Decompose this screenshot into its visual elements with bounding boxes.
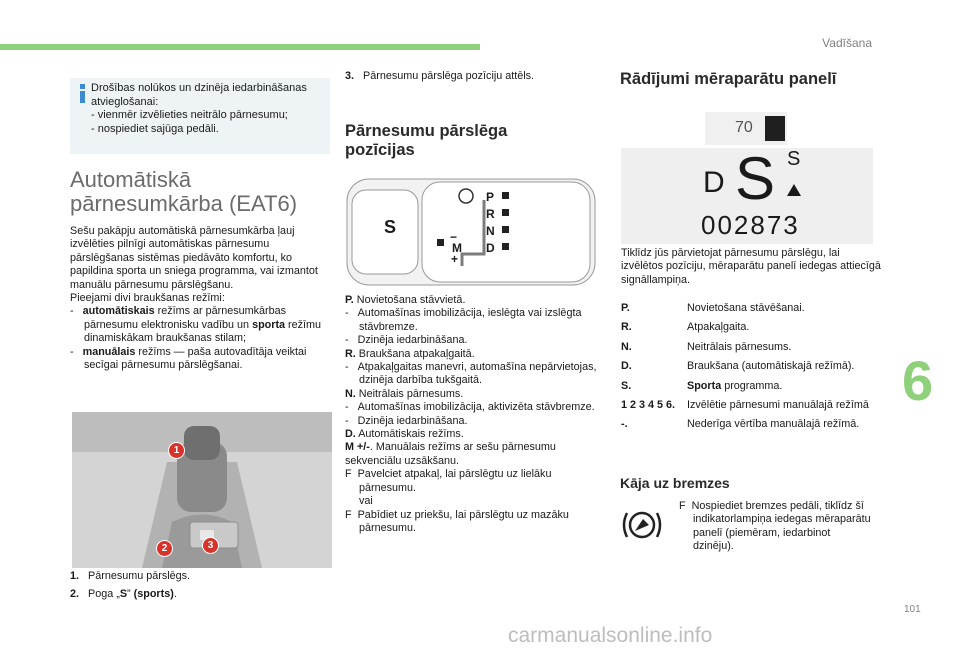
top-accent-bar	[0, 44, 480, 50]
safety-info-box	[70, 78, 330, 154]
section-label: Vadīšana	[822, 36, 872, 50]
dash-top-display	[705, 112, 787, 145]
caption-2: 2. Poga „S” (sports).	[70, 588, 177, 600]
gear-plus: +	[451, 252, 459, 266]
odometer: 002873	[701, 210, 800, 240]
def-row: N. Neitrālais pārnesums.	[621, 340, 792, 353]
info-line: Drošības nolūkos un dzinēja iedarbināšanas atvieglošanai:	[91, 82, 307, 108]
mode-automatic: - automātiskais režīms ar pārnesumkārbas pārnesumu elektronisku vadību un sporta režīmu dinamiskākam braukšanas stilam;	[70, 305, 322, 345]
display-big-s: S	[735, 145, 776, 212]
callout-2: 2	[156, 540, 173, 557]
gear-d: D	[486, 241, 495, 255]
gear-r-desc: R. Braukšana atpakaļgaitā.	[345, 347, 475, 360]
brake-title: Kāja uz bremzes	[620, 475, 730, 491]
gear-r-item: - Atpakaļgaitas manevri, automašīna nepārvietojas, dzinēja darbība tukšgaitā.	[345, 361, 597, 387]
gear-selector-diagram	[346, 178, 596, 286]
gear-m-step: F Pabīdiet uz priekšu, lai pārslēgtu uz mazāku pārnesumu.	[345, 508, 569, 534]
gear-m-step: F Pavelciet atpakaļ, lai pārslēgtu uz lielāku pārnesumu.	[345, 468, 552, 494]
gear-minus: −	[450, 230, 458, 244]
section-title-display: Rādījumi mēraparātu panelī	[620, 70, 837, 88]
caption-3: 3. Pārnesumu pārslēga pozīciju attēls.	[345, 70, 535, 82]
display-small-s: S	[787, 148, 801, 170]
foot-on-brake-icon	[621, 505, 663, 545]
intro-paragraph: Sešu pakāpju automātiskā pārnesumkārba ļauj izvēlēties pilnīgi automātiskas pārnesumu pārslēgšanas sistēmas piedāvāto komfortu, ko papildina sporta un sniega programma, vai izmantot manuālu pārnesumu pārslēgšanu.	[70, 225, 318, 291]
modes-intro: Pieejami divi braukšanas režīmi:	[70, 292, 225, 305]
definition-list	[621, 302, 881, 438]
chapter-number: 6	[902, 349, 934, 412]
sport-button-label: S	[384, 217, 397, 237]
gear-p-item: - Automašīnas imobilizācija, ieslēgta vai izslēgta stāvbremze.	[345, 307, 582, 333]
gear-p-item: - Dzinēja iedarbināšana.	[345, 334, 468, 347]
brake-text: F Nospiediet bremzes pedāli, tiklīdz šī indikatorlampiņa iedegas mēraparātu panelī (piemēram, iedarbinot dzinēju).	[679, 500, 871, 553]
gear-m-or: vai	[359, 495, 373, 508]
gear-n-desc: N. Neitrālais pārnesums.	[345, 387, 464, 400]
instrument-display	[621, 145, 873, 244]
gear-r: R	[486, 207, 495, 221]
def-row: P. Novietošana stāvēšanai.	[621, 302, 805, 314]
dash-dark-block	[765, 116, 785, 141]
caption-1: 1. Pārnesumu pārslēgs.	[70, 570, 191, 582]
gear-p: P	[486, 190, 495, 204]
info-text	[91, 82, 327, 136]
def-row: D. Braukšana (automātiskajā režīmā).	[621, 360, 855, 373]
info-icon	[80, 84, 85, 100]
mode-manual: - manuālais režīms — paša autovadītāja veiktai secīgai pārnesumu pārslēgšanai.	[70, 345, 307, 372]
callout-1: 1	[168, 442, 185, 459]
indicator-text: Tiklīdz jūs pārvietojat pārnesumu pārslēgu, lai izvēlētos pozīciju, mēraparātu panelī iedegas attiecīgā signāllampiņa.	[621, 247, 881, 286]
gear-n-item: - Dzinēja iedarbināšana.	[345, 414, 468, 427]
info-line: - nospiediet sajūga pedāli.	[91, 122, 219, 135]
info-line: - vienmēr izvēlieties neitrālo pārnesumu;	[91, 109, 288, 121]
section-title-eat6: Automātiskā pārnesumkārba (EAT6)	[70, 167, 298, 216]
gear-n: N	[486, 224, 495, 238]
page-number: 101	[904, 604, 921, 615]
eat6-intro	[70, 225, 332, 372]
def-row: R. Atpakaļgaita.	[621, 321, 750, 334]
def-row: 1 2 3 4 5 6. Izvēlētie pārnesumi manuālajā režīmā	[621, 399, 869, 412]
gear-n-item: - Automašīnas imobilizācija, aktivizēta stāvbremze.	[345, 401, 595, 414]
def-row: S. Sporta programma.	[621, 379, 783, 392]
watermark: carmanualsonline.info	[508, 624, 713, 647]
gear-positions-text	[345, 294, 605, 535]
section-title-positions: Pārnesumu pārslēga pozīcijas	[345, 122, 508, 159]
def-row: -. Nederīga vērtība manuālajā režīmā.	[621, 418, 860, 431]
gear-p-desc: P. Novietošana stāvvietā.	[345, 294, 466, 306]
gear-d-desc: D. Automātiskais režīms.	[345, 428, 464, 441]
callout-3: 3	[202, 537, 219, 554]
gear-m-desc: M +/-. Manuālais režīms ar sešu pārnesumu sekvenciālu uzsākšanu.	[345, 441, 556, 467]
display-gear-letter: D	[703, 166, 725, 199]
dash-top-value: 70	[735, 119, 753, 136]
up-arrow-icon	[787, 184, 801, 196]
gear-m: M	[452, 241, 462, 255]
gear-lever-photo	[72, 412, 332, 568]
